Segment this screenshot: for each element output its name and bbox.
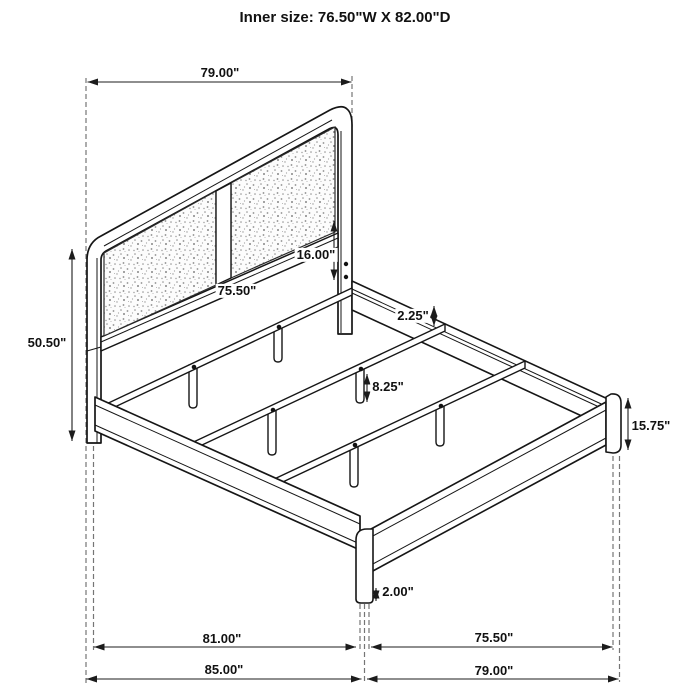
side-rail-left <box>95 397 360 550</box>
inner-size-title: Inner size: 76.50"W X 82.00"D <box>239 8 451 26</box>
dim-inner-width-label: 75.50" <box>474 629 514 645</box>
dim-top-width-label: 79.00" <box>200 64 240 80</box>
dim-headboard-panel-offset-label: 16.00" <box>296 246 336 262</box>
dim-support-leg-height-label: 8.25" <box>372 378 404 394</box>
footboard-post-right <box>606 394 621 453</box>
headboard-panel-divider <box>216 183 231 285</box>
dim-outer-length-label: 85.00" <box>204 661 244 677</box>
dim-headboard-height-label: 50.50" <box>27 334 67 350</box>
dim-headboard-inner-width-label: 75.50" <box>217 282 257 298</box>
footboard-post-front <box>356 529 373 603</box>
dim-inner-length-label: 81.00" <box>202 630 242 646</box>
dim-footboard-height-label: 15.75" <box>631 417 671 433</box>
dim-footboard-clearance-label: 2.00" <box>382 583 414 599</box>
dim-side-rail-lip-label: 2.25" <box>397 307 429 323</box>
dim-outer-width-label: 79.00" <box>474 662 514 678</box>
